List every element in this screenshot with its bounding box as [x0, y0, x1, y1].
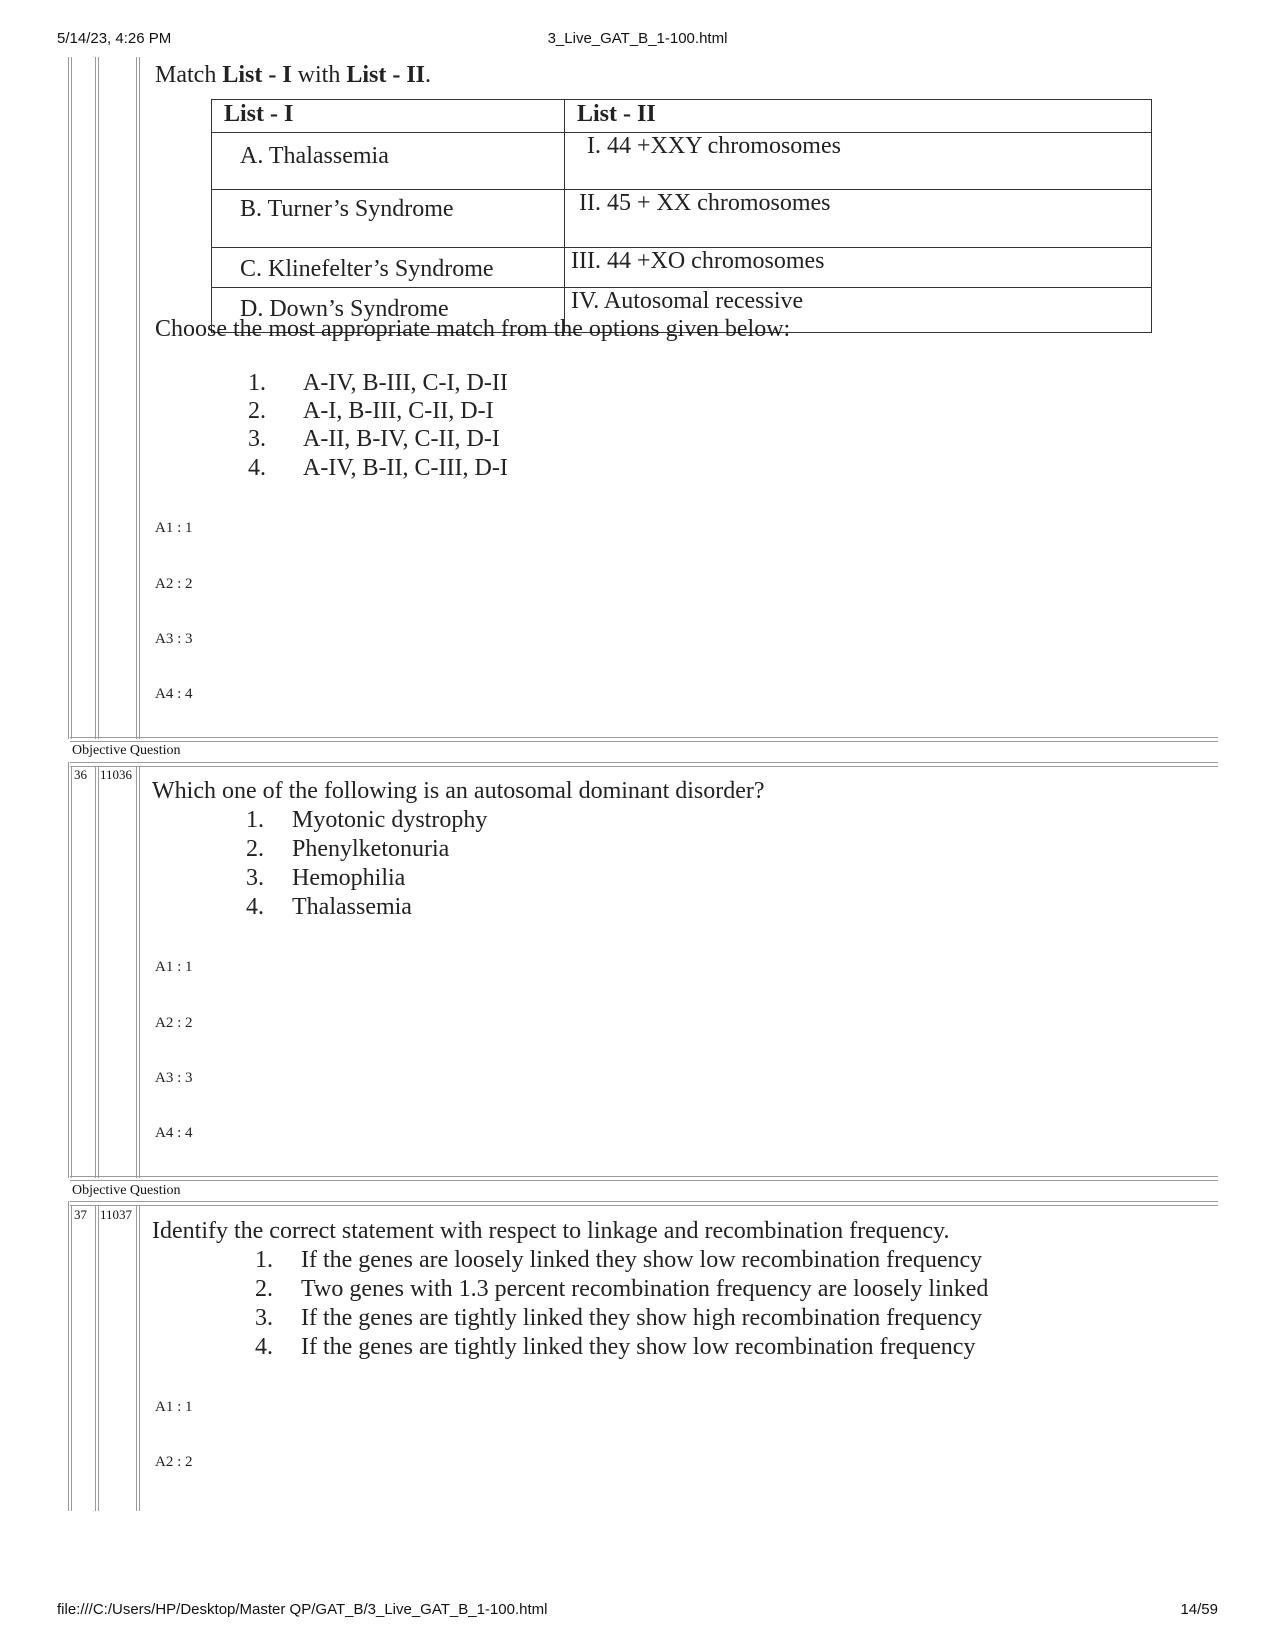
grid-line: [95, 766, 96, 1178]
option-number: 1.: [255, 1247, 273, 1273]
option-text: If the genes are tightly linked they show low recombination frequency: [301, 1334, 976, 1360]
option-text: A-IV, B-III, C-I, D-II: [303, 370, 508, 396]
option-number: 4.: [248, 455, 266, 481]
print-footer: [0, 1601, 1275, 1621]
option-number: 2.: [248, 398, 266, 424]
question-type-label: Objective Question: [72, 743, 181, 758]
list2-item: IV. Autosomal recessive: [565, 288, 1152, 333]
grid-line: [139, 57, 140, 739]
grid-line: [71, 57, 72, 739]
row-divider: [70, 762, 1218, 763]
question-text: Which one of the following is an autosomal dominant disorder?: [152, 778, 765, 804]
grid-line: [139, 766, 140, 1178]
option-text: Two genes with 1.3 percent recombination frequency are loosely linked: [301, 1276, 989, 1302]
print-file-path: file:///C:/Users/HP/Desktop/Master QP/GAT_B/3_Live_GAT_B_1-100.html: [57, 1601, 548, 1618]
answer-key: A1 : 1: [155, 1399, 193, 1415]
match-prompt: Choose the most appropriate match from the options given below:: [155, 316, 791, 342]
print-doc-title: 3_Live_GAT_B_1-100.html: [547, 30, 728, 47]
option-number: 2.: [246, 836, 264, 862]
question-id: 11036: [100, 767, 133, 782]
question-type-label: Objective Question: [72, 1183, 181, 1198]
option-number: 1.: [248, 370, 266, 396]
grid-line: [98, 57, 99, 739]
list2-item: II. 45 + XX chromosomes: [565, 190, 1152, 247]
question-serial: 37: [74, 1207, 87, 1222]
grid-line: [136, 766, 137, 1178]
grid-line: [71, 1205, 72, 1511]
row-divider: [70, 741, 1218, 742]
list2-item: III. 44 +XO chromosomes: [565, 247, 1152, 287]
option-number: 2.: [255, 1276, 273, 1302]
grid-line: [95, 1205, 96, 1511]
option-number: 3.: [246, 865, 264, 891]
list2-header: List - II: [565, 100, 1152, 133]
list1-item: B. Turner’s Syndrome: [212, 190, 565, 247]
option-text: A-II, B-IV, C-II, D-I: [303, 426, 500, 452]
grid-line: [136, 57, 137, 739]
grid-line: [95, 57, 96, 739]
row-divider: [70, 1205, 1218, 1206]
answer-key: A2 : 2: [155, 1454, 193, 1470]
list1-item: C. Klinefelter’s Syndrome: [212, 247, 565, 287]
answer-key: A1 : 1: [155, 959, 193, 975]
option-number: 1.: [246, 807, 264, 833]
grid-line: [68, 57, 69, 739]
grid-line: [71, 766, 72, 1178]
list1-header: List - I: [212, 100, 565, 133]
answer-key: A2 : 2: [155, 576, 193, 592]
option-text: If the genes are loosely linked they show low recombination frequency: [301, 1247, 983, 1273]
question-text: Identify the correct statement with respect to linkage and recombination frequency.: [152, 1218, 950, 1244]
question-id: 11037: [100, 1207, 133, 1222]
grid-line: [68, 762, 69, 1178]
row-divider: [70, 766, 1218, 767]
grid-line: [136, 1205, 137, 1511]
question-serial: 36: [74, 767, 87, 782]
list1-item: A. Thalassemia: [212, 132, 565, 189]
option-text: A-IV, B-II, C-III, D-I: [303, 455, 508, 481]
answer-key: A4 : 4: [155, 686, 193, 702]
answer-key: A4 : 4: [155, 1125, 193, 1141]
grid-line: [68, 1201, 69, 1511]
answer-key: A3 : 3: [155, 631, 193, 647]
option-text: A-I, B-III, C-II, D-I: [303, 398, 494, 424]
match-table: [211, 99, 1152, 333]
grid-line: [98, 766, 99, 1178]
grid-line: [139, 1205, 140, 1511]
row-divider: [70, 1176, 1218, 1177]
list1-item: D. Down’s Syndrome: [212, 288, 565, 333]
option-number: 4.: [246, 894, 264, 920]
list2-item: I. 44 +XXY chromosomes: [565, 132, 1152, 189]
option-text: Hemophilia: [292, 865, 406, 891]
page-number: 14/59: [1180, 1601, 1218, 1618]
answer-key: A1 : 1: [155, 520, 193, 536]
option-text: Phenylketonuria: [292, 836, 450, 862]
row-divider: [70, 1180, 1218, 1181]
option-text: If the genes are tightly linked they show high recombination frequency: [301, 1305, 983, 1331]
answer-key: A3 : 3: [155, 1070, 193, 1086]
option-number: 3.: [255, 1305, 273, 1331]
option-number: 3.: [248, 426, 266, 452]
grid-line: [98, 1205, 99, 1511]
print-datetime: 5/14/23, 4:26 PM: [57, 30, 172, 47]
match-intro: Match List - I with List - II.: [155, 62, 432, 88]
option-text: Thalassemia: [292, 894, 412, 920]
row-divider: [70, 1201, 1218, 1202]
option-text: Myotonic dystrophy: [292, 807, 488, 833]
row-divider: [70, 737, 1218, 738]
option-number: 4.: [255, 1334, 273, 1360]
print-header: [0, 30, 1275, 50]
answer-key: A2 : 2: [155, 1015, 193, 1031]
